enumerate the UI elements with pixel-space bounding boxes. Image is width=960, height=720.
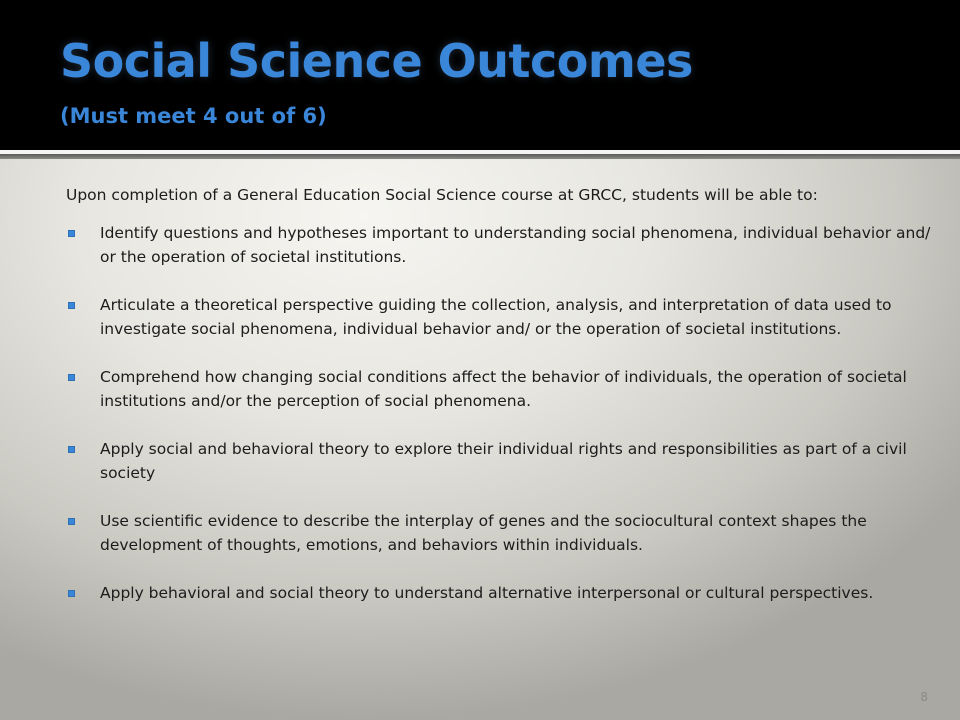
outcome-text: Apply social and behavioral theory to explore their individual rights and responsibilities as part of a civil society bbox=[100, 440, 907, 482]
title-bar bbox=[0, 0, 960, 150]
slide-title: Social Science Outcomes bbox=[60, 34, 693, 88]
outcome-text: Apply behavioral and social theory to understand alternative interpersonal or cultural perspectives. bbox=[100, 584, 874, 602]
intro-text: Upon completion of a General Education Social Science course at GRCC, students will be able to: bbox=[66, 186, 818, 204]
list-item bbox=[66, 365, 934, 413]
outcome-text: Comprehend how changing social conditions affect the behavior of individuals, the operation of societal institutions and/or the perception of social phenomena. bbox=[100, 368, 907, 410]
square-bullet-icon bbox=[68, 302, 75, 309]
outcomes-list bbox=[66, 221, 934, 605]
square-bullet-icon bbox=[68, 590, 75, 597]
slide-body bbox=[66, 183, 934, 605]
list-item bbox=[66, 293, 934, 341]
list-item bbox=[66, 509, 934, 557]
divider-dark bbox=[0, 154, 960, 159]
outcome-text: Articulate a theoretical perspective guiding the collection, analysis, and interpretation of data used to investigate social phenomena, individual behavior and/ or the operation of societal institutions. bbox=[100, 296, 892, 338]
slide-subtitle: (Must meet 4 out of 6) bbox=[60, 104, 327, 128]
outcome-text: Identify questions and hypotheses important to understanding social phenomena, individual behavior and/ or the operation of societal institutions. bbox=[100, 224, 931, 266]
list-item bbox=[66, 221, 934, 269]
square-bullet-icon bbox=[68, 446, 75, 453]
list-item bbox=[66, 581, 934, 605]
page-number: 8 bbox=[920, 690, 928, 704]
list-item bbox=[66, 437, 934, 485]
outcome-text: Use scientific evidence to describe the interplay of genes and the sociocultural context shapes the development of thoughts, emotions, and behaviors within individuals. bbox=[100, 512, 867, 554]
square-bullet-icon bbox=[68, 230, 75, 237]
square-bullet-icon bbox=[68, 518, 75, 525]
square-bullet-icon bbox=[68, 374, 75, 381]
